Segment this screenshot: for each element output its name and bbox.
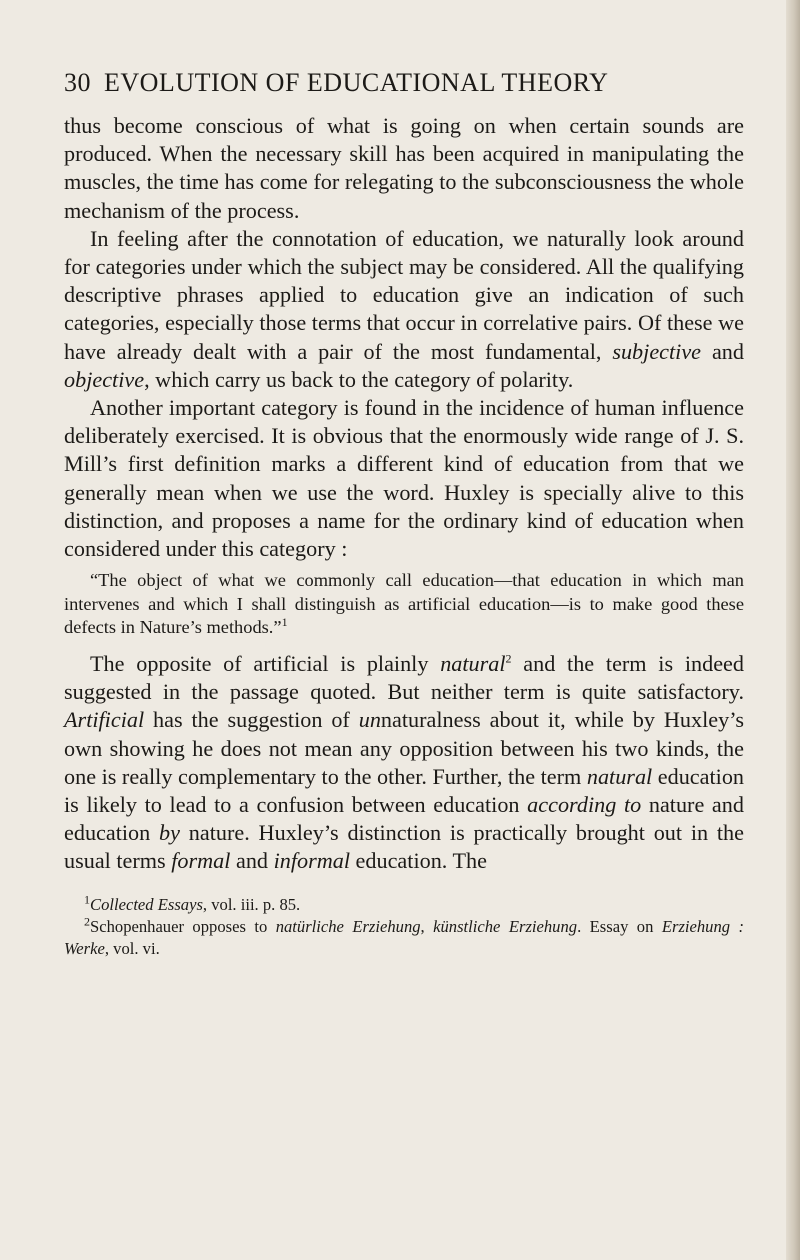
page-edge-shadow xyxy=(786,0,800,1260)
p4-d: naturalness about it, while by Huxley’s own showing he does not mean any opposition between his two kinds, the one is really complementary to the other. Further, the term xyxy=(64,707,744,789)
paragraph-2-text: In feeling after the connotation of education, we naturally look around for categories under which the subject may be considered. All the qualifying descriptive phrases applied to education give an indication of such categories, especially those terms that occur in correlative pairs. Of these we have already dealt with a pair of the most fundamental, xyxy=(64,225,744,364)
footnotes xyxy=(64,894,744,960)
p4-e: education is likely to lead to a confusion between education xyxy=(64,763,745,818)
footnote-1-rest: , vol. iii. p. 85. xyxy=(202,894,301,914)
footnote-2-b: . Essay on xyxy=(577,916,662,936)
p4-i: education. The xyxy=(350,848,487,874)
paragraph-4 xyxy=(64,650,744,876)
running-title: EVOLUTION OF EDUCATIONAL THEORY xyxy=(104,68,609,97)
term-natural: natural xyxy=(440,651,506,677)
term-un: un xyxy=(358,707,381,733)
footnote-2-a: Schopenhauer opposes to xyxy=(90,916,276,936)
paragraph-2-and: and xyxy=(701,338,744,364)
term-objective: objective xyxy=(64,366,145,392)
running-head xyxy=(64,68,744,98)
term-artificial: Artificial xyxy=(64,707,145,733)
term-formal: formal xyxy=(171,848,231,874)
term-informal: informal xyxy=(273,848,350,874)
term-according-to: according to xyxy=(527,792,642,818)
footnote-ref-2: 2 xyxy=(505,651,512,666)
footnote-2-comma: , xyxy=(420,916,434,936)
p4-b: and the term is indeed suggested in the passage quoted. But neither term is quite satisfactory. xyxy=(64,651,744,705)
quote-text: “The object of what we commonly call education—that education in which man intervenes and which I shall distinguish as artificial education—is to make good these defects in Nature’s methods.” xyxy=(64,570,744,638)
footnote-1 xyxy=(64,894,744,916)
term-by: by xyxy=(159,820,180,846)
footnote-1-mark: 1 xyxy=(84,892,90,907)
footnote-2-c: , vol. vi. xyxy=(104,938,160,958)
footnote-2-term-2: künstliche Erziehung xyxy=(433,916,578,936)
p4-h: and xyxy=(230,848,274,874)
body-text xyxy=(64,112,744,876)
p4-c: has the suggestion of xyxy=(144,707,359,733)
footnote-2 xyxy=(64,916,744,960)
footnote-2-term-1: natürliche Erziehung xyxy=(275,916,421,936)
footnote-2-title: Erziehung : Werke xyxy=(64,916,745,958)
term-subjective: subjective xyxy=(612,338,702,364)
p4-g: nature. Huxley’s distinction is practically brought out in the usual terms xyxy=(64,820,744,874)
paragraph-2-end: , which carry us back to the category of polarity. xyxy=(144,366,574,392)
paragraph-2 xyxy=(64,225,744,394)
book-page xyxy=(64,68,744,960)
block-quote xyxy=(64,569,744,640)
p4-f: nature and education xyxy=(64,792,744,846)
p4-a: The opposite of artificial is plainly xyxy=(90,651,441,677)
footnote-ref-1: 1 xyxy=(281,615,288,630)
term-natural-2: natural xyxy=(586,763,653,789)
page-number: 30 xyxy=(64,68,91,97)
paragraph-3: Another important category is found in the incidence of human influence deliberately exercised. It is obvious that the enormously wide range of J. S. Mill’s first definition marks a different kind of education from that we generally mean when we use the word. Huxley is specially alive to this distinction, and proposes a name for the ordinary kind of education when considered under this category : xyxy=(64,395,744,562)
footnote-2-mark: 2 xyxy=(84,914,90,929)
paragraph-1: thus become conscious of what is going on when certain sounds are produced. When the necessary skill has been acquired in manipulating the muscles, the time has come for relegating to the subconsciousness the whole mechanism of the process. xyxy=(64,113,744,223)
footnote-1-title: Collected Essays xyxy=(90,894,203,914)
